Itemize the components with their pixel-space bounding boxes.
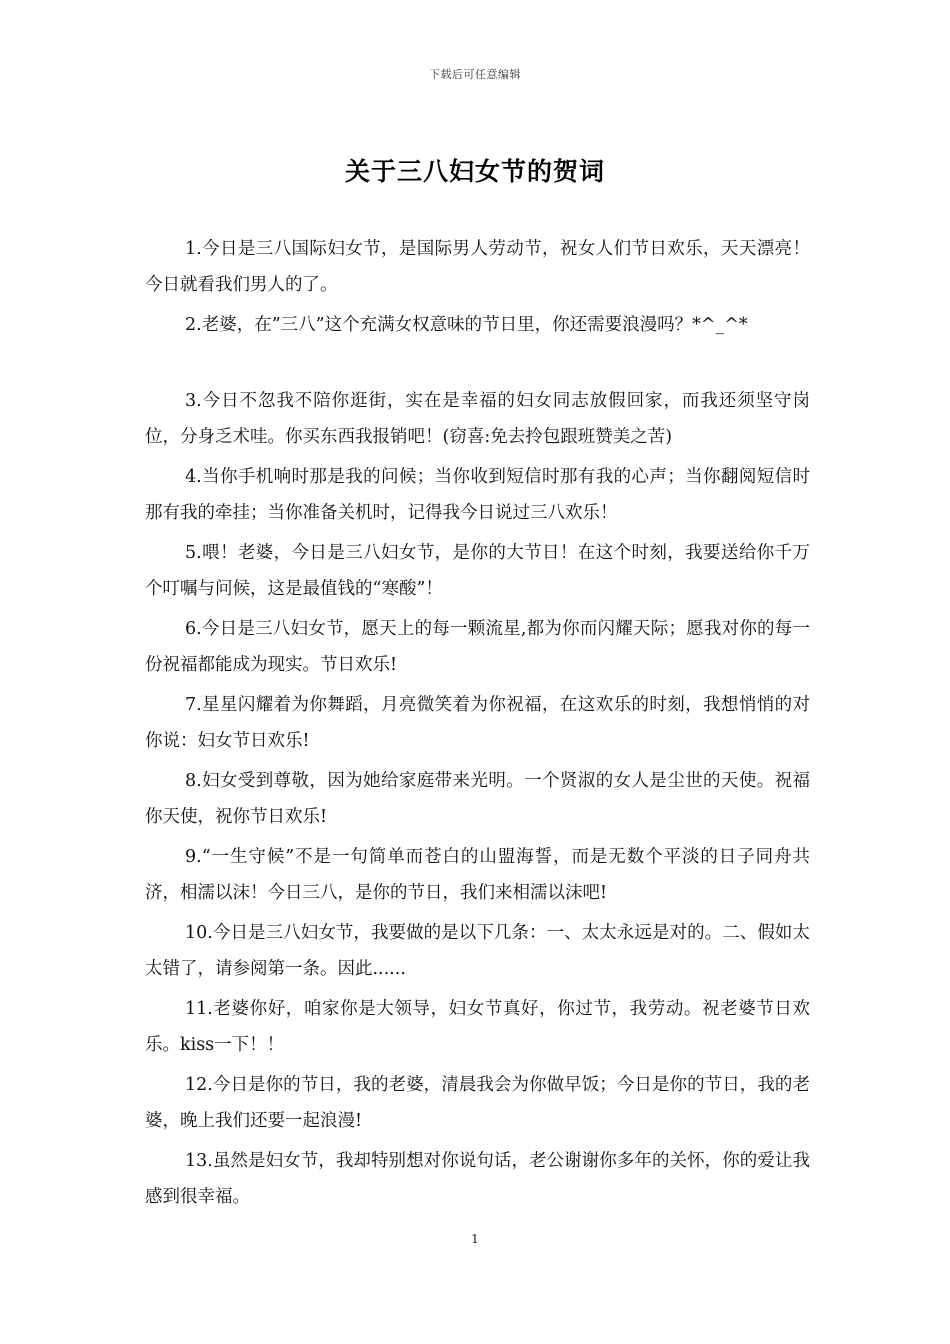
paragraph-1: 1.今日是三八国际妇女节，是国际男人劳动节，祝女人们节日欢乐，天天漂亮！今日就看我们男人的了。 xyxy=(145,239,810,295)
paragraph-3: 3.今日不忽我不陪你逛街，实在是幸福的妇女同志放假回家，而我还须坚守岗位，分身乏术哇。你买东西我报销吧！(窃喜:免去拎包跟班赞美之苦) xyxy=(145,391,810,447)
document-body xyxy=(145,231,810,1219)
page-number: 1 xyxy=(471,1232,479,1246)
paragraph-7: 7.星星闪耀着为你舞蹈，月亮微笑着为你祝福，在这欢乐的时刻，我想悄悄的对你说：妇女节日欢乐! xyxy=(145,695,810,751)
paragraph-12: 12.今日是你的节日，我的老婆，清晨我会为你做早饭；今日是你的节日，我的老婆，晚上我们还要一起浪漫! xyxy=(145,1075,810,1131)
paragraph-13: 13.虽然是妇女节，我却特别想对你说句话，老公谢谢你多年的关怀，你的爱让我感到很幸福。 xyxy=(145,1151,810,1207)
paragraph-8: 8.妇女受到尊敬，因为她给家庭带来光明。一个贤淑的女人是尘世的天使。祝福你天使，祝你节日欢乐! xyxy=(145,771,810,827)
paragraph-6: 6.今日是三八妇女节，愿天上的每一颗流星,都为你而闪耀天际；愿我对你的每一份祝福都能成为现实。节日欢乐! xyxy=(145,619,810,675)
page-header-note: 下载后可任意编辑 xyxy=(429,68,521,81)
paragraph-2: 2.老婆，在”三八”这个充满女权意味的节日里，你还需要浪漫吗？*^_^* xyxy=(185,315,748,335)
paragraph-11: 11.老婆你好，咱家你是大领导，妇女节真好，你过节，我劳动。祝老婆节日欢乐。kiss一下！！ xyxy=(145,999,810,1055)
document-title: 关于三八妇女节的贺词 xyxy=(344,157,605,186)
paragraph-5: 5.喂！老婆，今日是三八妇女节，是你的大节日！在这个时刻，我要送给你千万个叮嘱与问候，这是最值钱的“寒酸”！ xyxy=(145,543,810,599)
paragraph-4: 4.当你手机响时那是我的问候；当你收到短信时那有我的心声；当你翻阅短信时那有我的牵挂；当你准备关机时，记得我今日说过三八欢乐！ xyxy=(145,467,810,523)
paragraph-10: 10.今日是三八妇女节，我要做的是以下几条：一、太太永远是对的。二、假如太太错了，请参阅第一条。因此...... xyxy=(145,923,810,979)
paragraph-9: 9.“一生守候”不是一句简单而苍白的山盟海誓，而是无数个平淡的日子同舟共济，相濡以沫！今日三八，是你的节日，我们来相濡以沫吧! xyxy=(145,847,810,903)
